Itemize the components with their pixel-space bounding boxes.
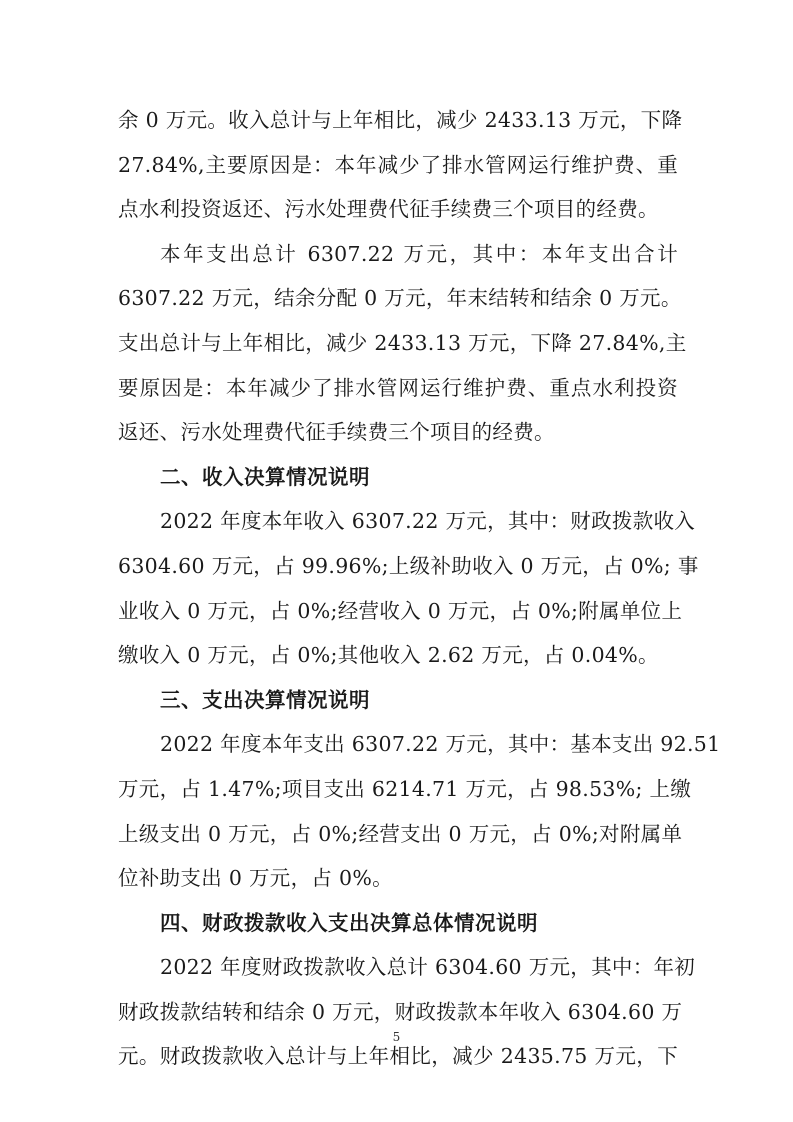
paragraph-line: 6304.60 万元，占 99.96%;上级补助收入 0 万元，占 0%; 事: [118, 553, 699, 578]
paragraph-line: 缴收入 0 万元，占 0%;其他收入 2.62 万元，占 0.04%。: [118, 643, 659, 668]
paragraph-line: 点水利投资返还、污水处理费代征手续费三个项目的经费。: [118, 197, 659, 222]
document-body: [118, 98, 721, 1079]
paragraph-line: 2022 年度财政拨款收入总计 6304.60 万元，其中：年初: [160, 955, 696, 980]
paragraph-line: 6307.22 万元，结余分配 0 万元，年末结转和结余 0 万元。: [118, 286, 682, 311]
paragraph-line: 业收入 0 万元，占 0%;经营收入 0 万元，占 0%;附属单位上: [118, 598, 683, 623]
paragraph-line: 上级支出 0 万元，占 0%;经营支出 0 万元，占 0%;对附属单: [118, 821, 683, 846]
paragraph-line: 返还、污水处理费代征手续费三个项目的经费。: [118, 420, 555, 445]
section-heading: 四、财政拨款收入支出决算总体情况说明: [160, 910, 538, 935]
paragraph-line: 财政拨款结转和结余 0 万元，财政拨款本年收入 6304.60 万: [118, 999, 683, 1024]
paragraph-line: 2022 年度本年收入 6307.22 万元，其中：财政拨款收入: [160, 509, 696, 534]
page-number: 5: [392, 1030, 401, 1044]
paragraph-line: 万元，占 1.47%;项目支出 6214.71 万元，占 98.53%; 上缴: [118, 776, 692, 801]
paragraph-line: 2022 年度本年支出 6307.22 万元，其中：基本支出 92.51: [160, 732, 721, 757]
paragraph-line: 位补助支出 0 万元，占 0%。: [118, 866, 393, 891]
paragraph-line: 要原因是：本年减少了排水管网运行维护费、重点水利投资: [118, 375, 678, 400]
paragraph-line: 元。财政拨款收入总计与上年相比，减少 2435.75 万元，下: [118, 1044, 678, 1069]
section-heading: 三、支出决算情况说明: [160, 687, 370, 712]
paragraph-line: 本年支出总计 6307.22 万元，其中：本年支出合计: [160, 241, 678, 266]
paragraph-line: 27.84%,主要原因是：本年减少了排水管网运行维护费、重: [118, 152, 678, 177]
paragraph-line: 支出总计与上年相比，减少 2433.13 万元，下降 27.84%,主: [118, 330, 687, 355]
section-heading: 二、收入决算情况说明: [160, 464, 370, 489]
paragraph-line: 余 0 万元。收入总计与上年相比，减少 2433.13 万元，下降: [118, 108, 683, 132]
